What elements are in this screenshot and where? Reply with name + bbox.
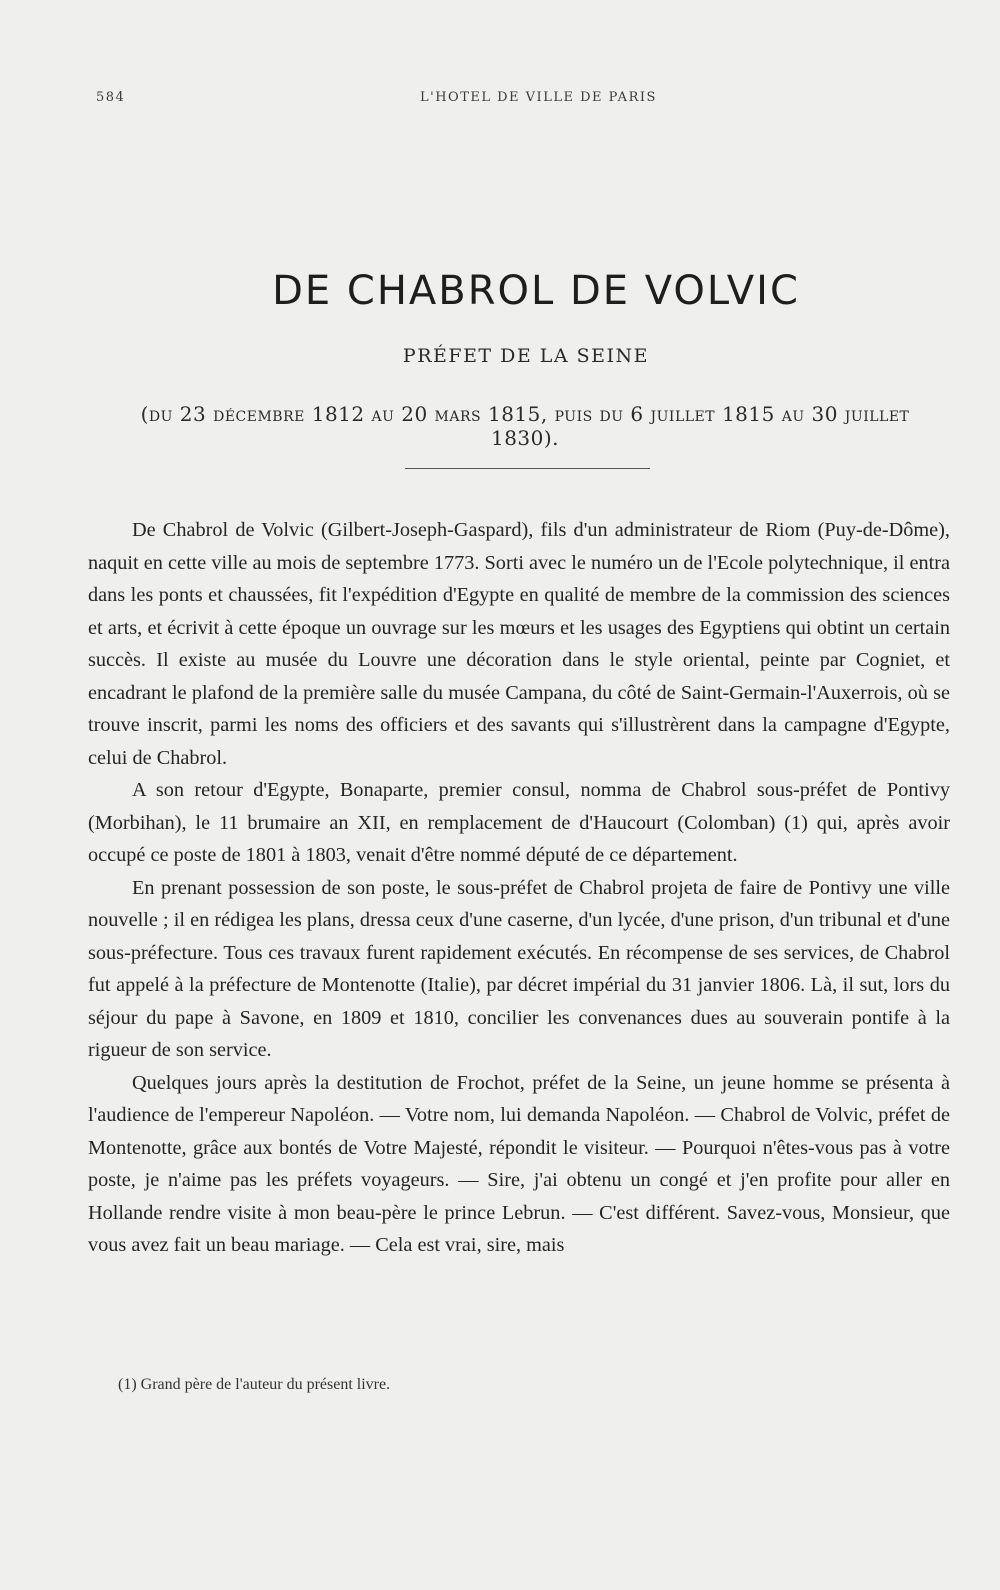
body-text [88,514,950,1262]
footnote: (1) Grand père de l'auteur du présent livre. [118,1376,391,1393]
paragraph: Quelques jours après la destitution de Frochot, préfet de la Seine, un jeune homme se présenta à l'audience de l'empereur Napoléon. — Votre nom, lui demanda Napoléon. — Chabrol de Volvic, préfet de Montenotte, grâce aux bontés de Votre Majesté, répondit le visiteur. — Pourquoi n'êtes-vous pas à votre poste, je n'aime pas les préfets voyageurs. — Sire, j'ai obtenu un congé et j'en profite pour aller en Hollande rendre visite à mon beau-père le prince Lebrun. — C'est différent. Savez-vous, Monsieur, que vous avez fait un beau mariage. — Cela est vrai, sire, mais [88,1071,950,1256]
running-head [0,90,1000,112]
paragraph: A son retour d'Egypte, Bonaparte, premier consul, nomma de Chabrol sous-préfet de Pontivy (Morbihan), le 11 brumaire an XII, en remplacement de d'Haucourt (Colomban) (1) qui, après avoir occupé ce poste de 1801 à 1803, venait d'être nommé député de ce département. [88,779,950,866]
page-number: 584 [96,90,126,105]
chapter-title: DE CHABROL DE VOLVIC [272,268,800,314]
title-divider [405,468,650,469]
paragraph: En prenant possession de son poste, le sous-préfet de Chabrol projeta de faire de Pontivy une ville nouvelle ; il en rédigea les plans, dressa ceux d'une caserne, d'un lycée, d'une prison, d'un tribunal et d'une sous-préfecture. Tous ces travaux furent rapidement exécutés. En récompense de ses services, de Chabrol fut appelé à la préfecture de Montenotte (Italie), par décret impérial du 31 janvier 1806. Là, il sut, lors du séjour du pape à Savone, en 1809 et 1810, concilier les convenances dues au souverain pontife à la rigueur de son service. [88,876,950,1061]
chapter-subtitle: PRÉFET DE LA SEINE [402,345,650,367]
running-title: L'HOTEL DE VILLE DE PARIS [420,90,657,105]
paragraph: De Chabrol de Volvic (Gilbert-Joseph-Gaspard), fils d'un administrateur de Riom (Puy-de-Dôme), naquit en cette ville au mois de septembre 1773. Sorti avec le numéro un de l'Ecole polytechnique, il entra dans les ponts et chaussées, fit l'expédition d'Egypte en qualité de membre de la commission des sciences et arts, et écrivit à cette époque un ouvrage sur les mœurs et les usages des Egyptiens qui obtint un certain succès. Il existe au musée du Louvre une décoration dans le style oriental, peinte par Cogniet, et encadrant le plafond de la première salle du musée Campana, du côté de Saint-Germain-l'Auxerrois, où se trouve inscrit, parmi les noms des officiers et des savants qui s'illustrèrent dans la campagne d'Egypte, celui de Chabrol. [88,519,950,769]
tenure-dates: (du 23 décembre 1812 au 20 mars 1815, puis du 6 juillet 1815 au 30 juillet 1830). [140,402,910,450]
